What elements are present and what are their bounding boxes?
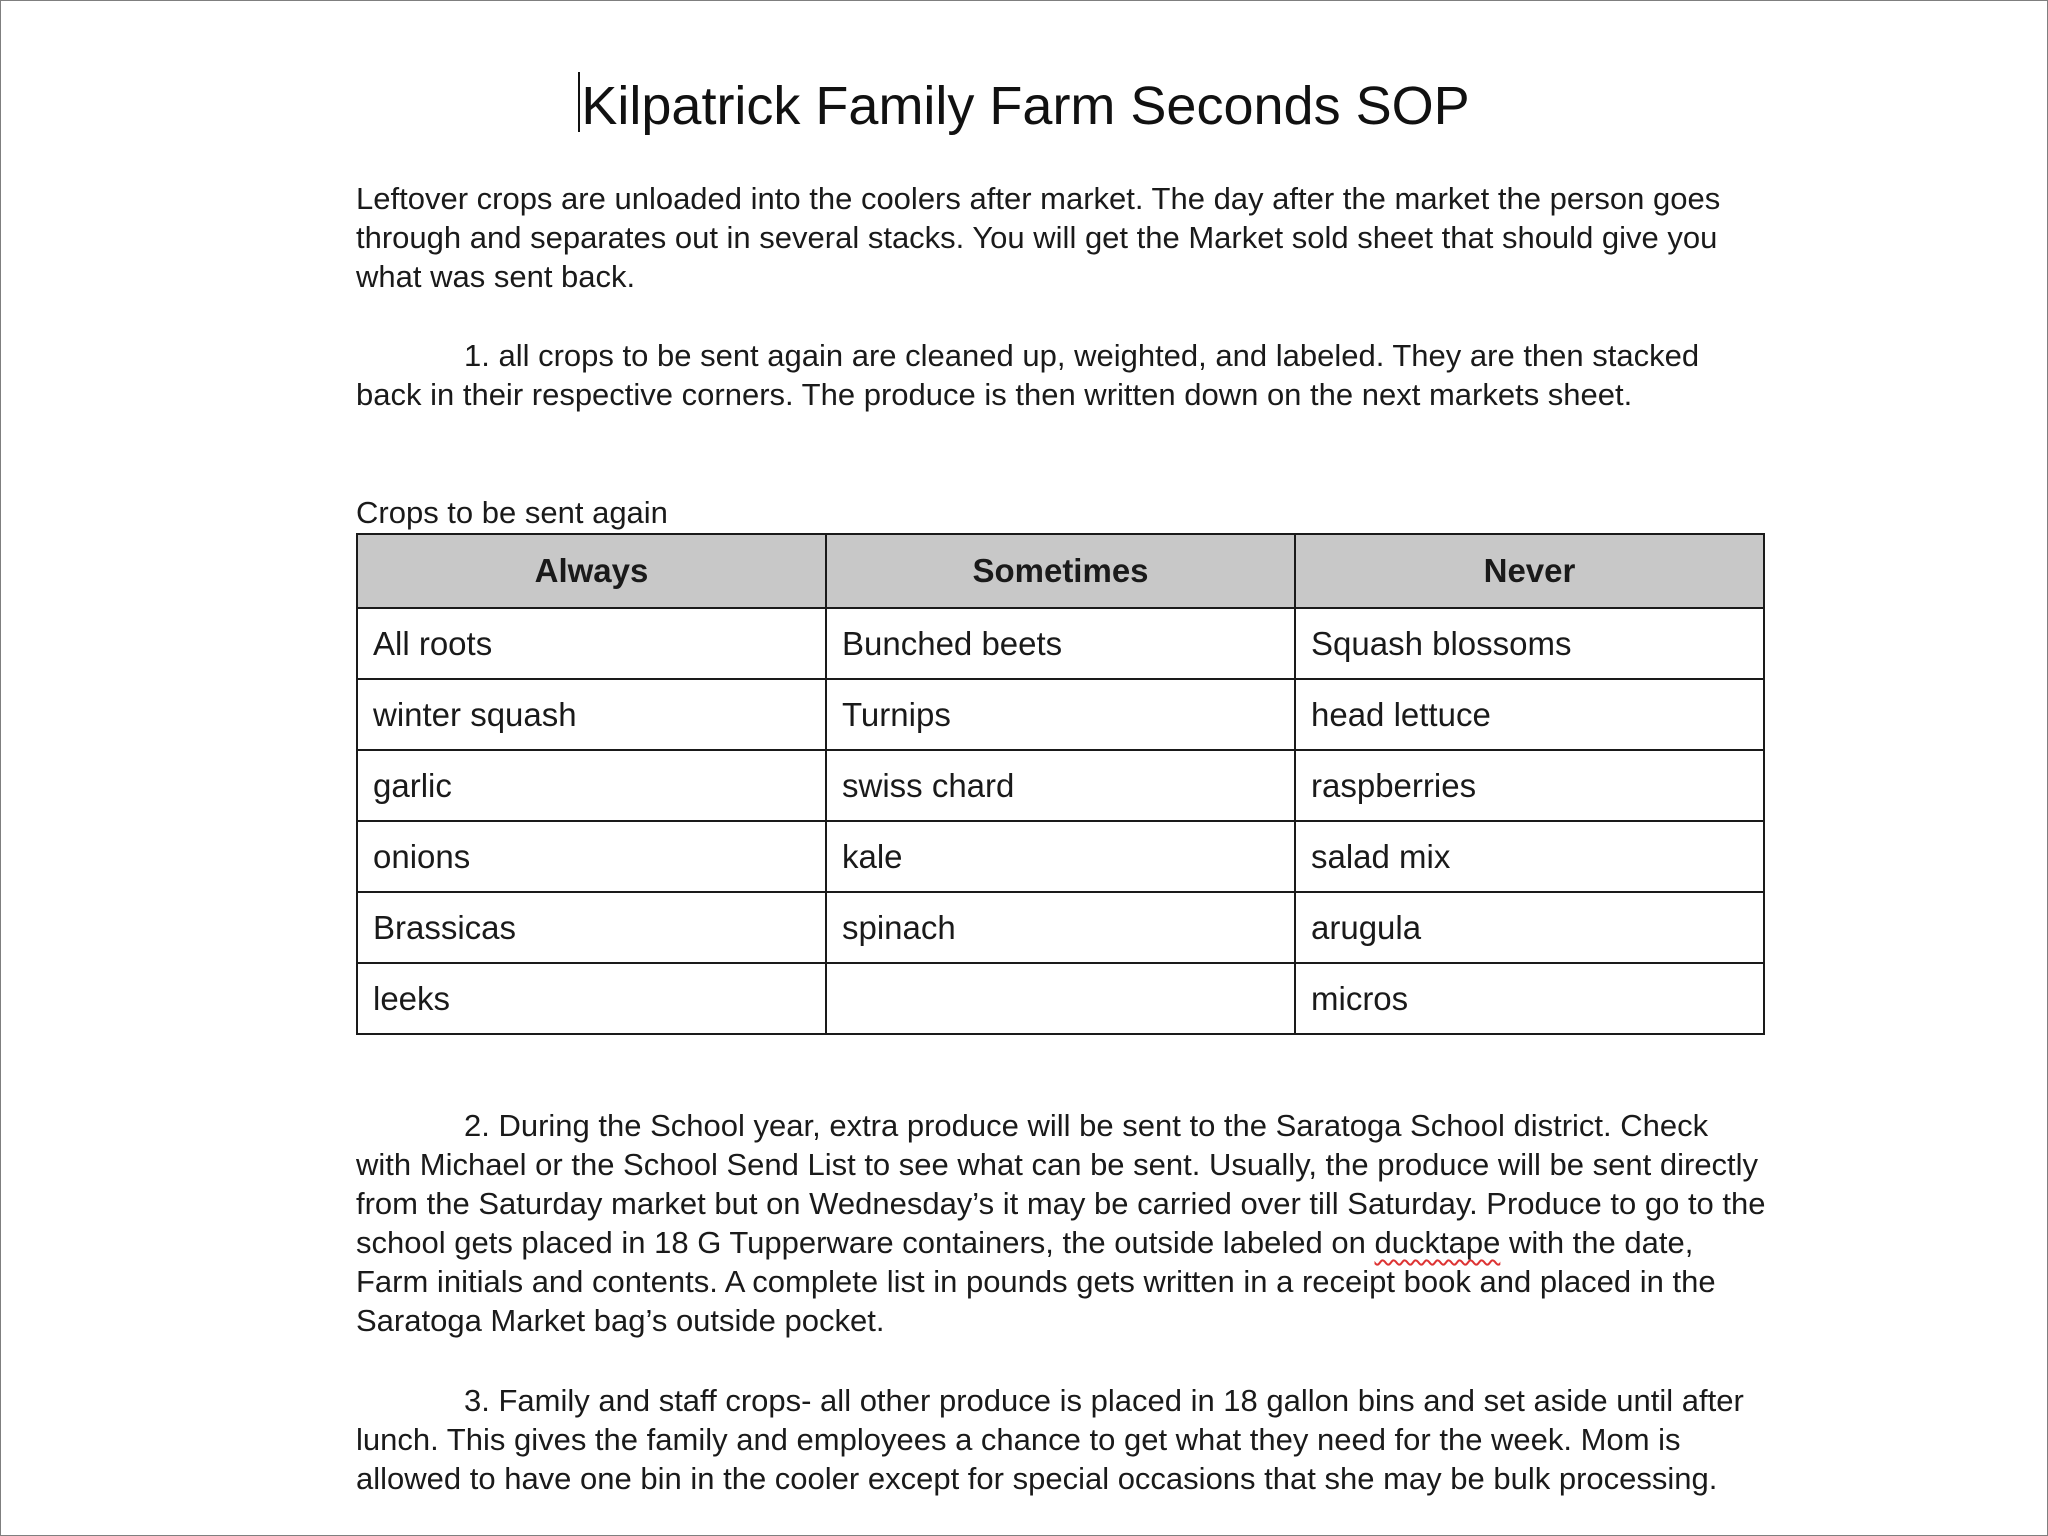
table-cell[interactable]: micros (1295, 963, 1764, 1034)
table-row (357, 963, 1764, 1034)
table-cell[interactable]: spinach (826, 892, 1295, 963)
table-header-row (357, 534, 1764, 608)
intro-paragraph[interactable]: Leftover crops are unloaded into the coolers after market. The day after the market the person goes through and separates out in several stacks. You will get the Market sold sheet that should give you what was sent back. (356, 181, 1721, 294)
table-cell[interactable]: winter squash (357, 679, 826, 750)
table-cell[interactable]: Brassicas (357, 892, 826, 963)
step-3-text[interactable]: 3. Family and staff crops- all other produce is placed in 18 gallon bins and set aside until after lunch. This gives the family and employees a chance to get what they need for the week. Mom is allowed to have one bin in the cooler except for special occasions that she may be bulk processing. (356, 1383, 1744, 1496)
table-row (357, 821, 1764, 892)
table-cell[interactable]: arugula (1295, 892, 1764, 963)
table-cell[interactable]: kale (826, 821, 1295, 892)
table-cell[interactable]: Squash blossoms (1295, 608, 1764, 679)
crops-table (356, 533, 1765, 1035)
table-header-cell[interactable]: Always (357, 534, 826, 608)
table-cell[interactable]: All roots (357, 608, 826, 679)
table-row (357, 679, 1764, 750)
table-cell[interactable]: Bunched beets (826, 608, 1295, 679)
document-title[interactable] (1, 71, 2047, 141)
table-cell[interactable]: onions (357, 821, 826, 892)
table-cell[interactable]: swiss chard (826, 750, 1295, 821)
table-row (357, 750, 1764, 821)
step-3-paragraph[interactable] (356, 1381, 1766, 1498)
table-caption[interactable]: Crops to be sent again (356, 495, 668, 530)
step-2-paragraph[interactable] (356, 1106, 1766, 1340)
table-row (357, 892, 1764, 963)
table-cell[interactable]: Turnips (826, 679, 1295, 750)
table-cell[interactable]: salad mix (1295, 821, 1764, 892)
step-2-text-part-1[interactable]: 2. During the School year, extra produce will be sent to the Saratoga School district. Check with Michael or the School Send List to see what can be sent. Usually, the produce will be sent directly from the Saturday market but on Wednesday’s it may be carried over till Saturday. Produce to go to the school gets placed in 18 G Tupperware containers, the outside labeled on (356, 1108, 1766, 1260)
step-1-paragraph[interactable] (356, 336, 1766, 414)
table-row (357, 608, 1764, 679)
table-cell[interactable]: garlic (357, 750, 826, 821)
document-title-text[interactable]: Kilpatrick Family Farm Seconds SOP (581, 76, 1470, 136)
table-cell[interactable] (826, 963, 1295, 1034)
misspelled-word[interactable]: ducktape (1374, 1225, 1501, 1260)
table-header-cell[interactable]: Sometimes (826, 534, 1295, 608)
step-1-text[interactable]: 1. all crops to be sent again are cleaned up, weighted, and labeled. They are then stacked back in their respective corners. The produce is then written down on the next markets sheet. (356, 338, 1700, 412)
table-cell[interactable]: leeks (357, 963, 826, 1034)
table-header-cell[interactable]: Never (1295, 534, 1764, 608)
table-cell[interactable]: head lettuce (1295, 679, 1764, 750)
table-cell[interactable]: raspberries (1295, 750, 1764, 821)
step-2-text-part-2[interactable]: with the date, Farm initials and contents. A complete list in pounds gets written in a receipt book and placed in the Saratoga Market bag’s outside pocket. (356, 1225, 1716, 1338)
